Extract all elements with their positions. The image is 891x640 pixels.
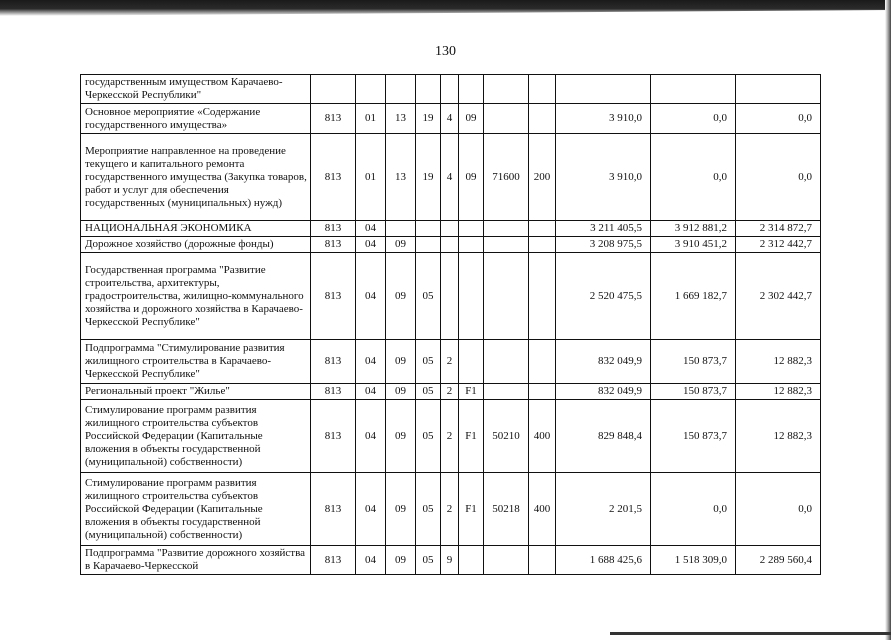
- cell-csr-direction: [484, 221, 529, 237]
- cell-year2-amount: [651, 75, 736, 104]
- cell-pr: 09: [386, 473, 416, 546]
- cell-csr-subprogram: 2: [441, 340, 459, 384]
- row-name: государственным имуществом Карачаево-Черкесской Республики": [81, 75, 311, 104]
- row-name: Подпрограмма "Стимулирование развития жилищного строительства в Карачаево-Черкесской Республике": [81, 340, 311, 384]
- cell-csr-subprogram: [441, 221, 459, 237]
- cell-csr-program: 19: [416, 104, 441, 134]
- cell-year1-amount: 1 688 425,6: [556, 546, 651, 575]
- row-name: Мероприятие направленное на проведение текущего и капитального ремонта государственного имущества (Закупка товаров, работ и услуг для обеспечения государственных (муниципальных) нужд): [81, 134, 311, 221]
- cell-year1-amount: 2 520 475,5: [556, 253, 651, 340]
- cell-csr-program: 05: [416, 384, 441, 400]
- cell-adm: [311, 75, 356, 104]
- cell-pr: [386, 221, 416, 237]
- cell-rz: 04: [356, 384, 386, 400]
- cell-csr-subprogram: [441, 75, 459, 104]
- cell-adm: 813: [311, 104, 356, 134]
- cell-year2-amount: 150 873,7: [651, 400, 736, 473]
- cell-vr: 400: [529, 400, 556, 473]
- cell-csr-event: 09: [459, 134, 484, 221]
- cell-csr-event: F1: [459, 400, 484, 473]
- cell-vr: 400: [529, 473, 556, 546]
- cell-rz: 01: [356, 134, 386, 221]
- cell-year2-amount: 1 518 309,0: [651, 546, 736, 575]
- cell-year1-amount: 3 910,0: [556, 104, 651, 134]
- cell-vr: [529, 104, 556, 134]
- scan-edge-right: [885, 0, 891, 640]
- cell-rz: [356, 75, 386, 104]
- cell-pr: 13: [386, 134, 416, 221]
- table-row: [81, 134, 821, 221]
- cell-csr-subprogram: 2: [441, 384, 459, 400]
- table-row: [81, 221, 821, 237]
- cell-csr-subprogram: [441, 253, 459, 340]
- cell-csr-direction: [484, 384, 529, 400]
- cell-adm: 813: [311, 237, 356, 253]
- cell-vr: [529, 221, 556, 237]
- cell-csr-program: 05: [416, 473, 441, 546]
- cell-rz: 04: [356, 221, 386, 237]
- cell-year3-amount: 2 314 872,7: [736, 221, 821, 237]
- cell-vr: [529, 237, 556, 253]
- cell-csr-direction: [484, 75, 529, 104]
- cell-year3-amount: 12 882,3: [736, 384, 821, 400]
- table-row: [81, 75, 821, 104]
- cell-year1-amount: 3 211 405,5: [556, 221, 651, 237]
- cell-csr-direction: 50218: [484, 473, 529, 546]
- row-name: Региональный проект "Жилье": [81, 384, 311, 400]
- cell-csr-program: 05: [416, 400, 441, 473]
- row-name: Стимулирование программ развития жилищного строительства субъектов Российской Федерации (Капитальные вложения в объекты государственной (муниципальной) собственности): [81, 473, 311, 546]
- cell-year1-amount: 3 208 975,5: [556, 237, 651, 253]
- cell-year2-amount: 150 873,7: [651, 384, 736, 400]
- cell-csr-program: [416, 221, 441, 237]
- row-name: НАЦИОНАЛЬНАЯ ЭКОНОМИКА: [81, 221, 311, 237]
- cell-csr-event: [459, 253, 484, 340]
- row-name: Основное мероприятие «Содержание государственного имущества»: [81, 104, 311, 134]
- cell-csr-program: [416, 237, 441, 253]
- cell-csr-event: 09: [459, 104, 484, 134]
- cell-pr: 09: [386, 237, 416, 253]
- cell-year2-amount: 0,0: [651, 104, 736, 134]
- cell-adm: 813: [311, 221, 356, 237]
- cell-pr: 09: [386, 253, 416, 340]
- cell-csr-program: 05: [416, 340, 441, 384]
- cell-vr: [529, 253, 556, 340]
- cell-csr-program: 05: [416, 546, 441, 575]
- cell-year2-amount: 0,0: [651, 473, 736, 546]
- cell-vr: [529, 546, 556, 575]
- cell-adm: 813: [311, 473, 356, 546]
- cell-year3-amount: 12 882,3: [736, 400, 821, 473]
- cell-adm: 813: [311, 546, 356, 575]
- cell-year3-amount: 0,0: [736, 473, 821, 546]
- cell-csr-direction: [484, 237, 529, 253]
- cell-rz: 04: [356, 237, 386, 253]
- cell-pr: 09: [386, 400, 416, 473]
- cell-pr: 09: [386, 384, 416, 400]
- cell-rz: 04: [356, 253, 386, 340]
- cell-year3-amount: [736, 75, 821, 104]
- cell-year3-amount: 0,0: [736, 134, 821, 221]
- cell-csr-subprogram: 4: [441, 104, 459, 134]
- table-row: [81, 253, 821, 340]
- cell-year1-amount: 3 910,0: [556, 134, 651, 221]
- cell-year2-amount: 150 873,7: [651, 340, 736, 384]
- cell-csr-subprogram: [441, 237, 459, 253]
- cell-csr-direction: [484, 340, 529, 384]
- cell-year2-amount: 1 669 182,7: [651, 253, 736, 340]
- cell-year3-amount: 12 882,3: [736, 340, 821, 384]
- cell-vr: [529, 340, 556, 384]
- table-row: [81, 473, 821, 546]
- row-name: Государственная программа "Развитие строительства, архитектуры, градостроительства, жилищно-коммунального хозяйства и дорожного хозяйства в Карачаево-Черкесской Республике": [81, 253, 311, 340]
- cell-pr: 13: [386, 104, 416, 134]
- table-row: [81, 104, 821, 134]
- cell-year1-amount: 829 848,4: [556, 400, 651, 473]
- cell-year1-amount: 832 049,9: [556, 340, 651, 384]
- cell-pr: 09: [386, 546, 416, 575]
- page-number: 130: [435, 44, 456, 59]
- cell-csr-direction: [484, 104, 529, 134]
- table-row: [81, 340, 821, 384]
- cell-csr-direction: [484, 253, 529, 340]
- cell-csr-event: [459, 237, 484, 253]
- cell-adm: 813: [311, 384, 356, 400]
- cell-csr-event: [459, 221, 484, 237]
- cell-csr-program: 19: [416, 134, 441, 221]
- cell-rz: 01: [356, 104, 386, 134]
- cell-csr-event: F1: [459, 473, 484, 546]
- cell-csr-subprogram: 2: [441, 400, 459, 473]
- cell-csr-subprogram: 4: [441, 134, 459, 221]
- cell-rz: 04: [356, 546, 386, 575]
- cell-rz: 04: [356, 340, 386, 384]
- cell-vr: [529, 75, 556, 104]
- table-row: [81, 237, 821, 253]
- table-row: [81, 384, 821, 400]
- cell-vr: 200: [529, 134, 556, 221]
- cell-csr-subprogram: 2: [441, 473, 459, 546]
- scan-edge-bottom: [610, 632, 891, 635]
- cell-year3-amount: 0,0: [736, 104, 821, 134]
- cell-adm: 813: [311, 253, 356, 340]
- cell-csr-event: [459, 340, 484, 384]
- cell-adm: 813: [311, 134, 356, 221]
- cell-year3-amount: 2 289 560,4: [736, 546, 821, 575]
- row-name: Дорожное хозяйство (дорожные фонды): [81, 237, 311, 253]
- cell-adm: 813: [311, 400, 356, 473]
- cell-csr-program: [416, 75, 441, 104]
- table-row: [81, 546, 821, 575]
- cell-year3-amount: 2 302 442,7: [736, 253, 821, 340]
- cell-adm: 813: [311, 340, 356, 384]
- table-row: [81, 400, 821, 473]
- cell-year3-amount: 2 312 442,7: [736, 237, 821, 253]
- cell-pr: [386, 75, 416, 104]
- cell-year2-amount: 3 910 451,2: [651, 237, 736, 253]
- row-name: Подпрограмма "Развитие дорожного хозяйства в Карачаево-Черкесской: [81, 546, 311, 575]
- cell-csr-event: F1: [459, 384, 484, 400]
- cell-year2-amount: 0,0: [651, 134, 736, 221]
- cell-csr-program: 05: [416, 253, 441, 340]
- cell-year2-amount: 3 912 881,2: [651, 221, 736, 237]
- budget-table: [80, 74, 821, 575]
- cell-year1-amount: 832 049,9: [556, 384, 651, 400]
- cell-csr-subprogram: 9: [441, 546, 459, 575]
- cell-vr: [529, 384, 556, 400]
- scan-edge-top: [0, 0, 891, 16]
- cell-csr-event: [459, 75, 484, 104]
- cell-csr-direction: 50210: [484, 400, 529, 473]
- cell-rz: 04: [356, 400, 386, 473]
- cell-rz: 04: [356, 473, 386, 546]
- row-name: Стимулирование программ развития жилищного строительства субъектов Российской Федерации (Капитальные вложения в объекты государственной (муниципальной) собственности): [81, 400, 311, 473]
- cell-csr-direction: [484, 546, 529, 575]
- cell-year1-amount: [556, 75, 651, 104]
- cell-csr-event: [459, 546, 484, 575]
- cell-csr-direction: 71600: [484, 134, 529, 221]
- cell-pr: 09: [386, 340, 416, 384]
- cell-year1-amount: 2 201,5: [556, 473, 651, 546]
